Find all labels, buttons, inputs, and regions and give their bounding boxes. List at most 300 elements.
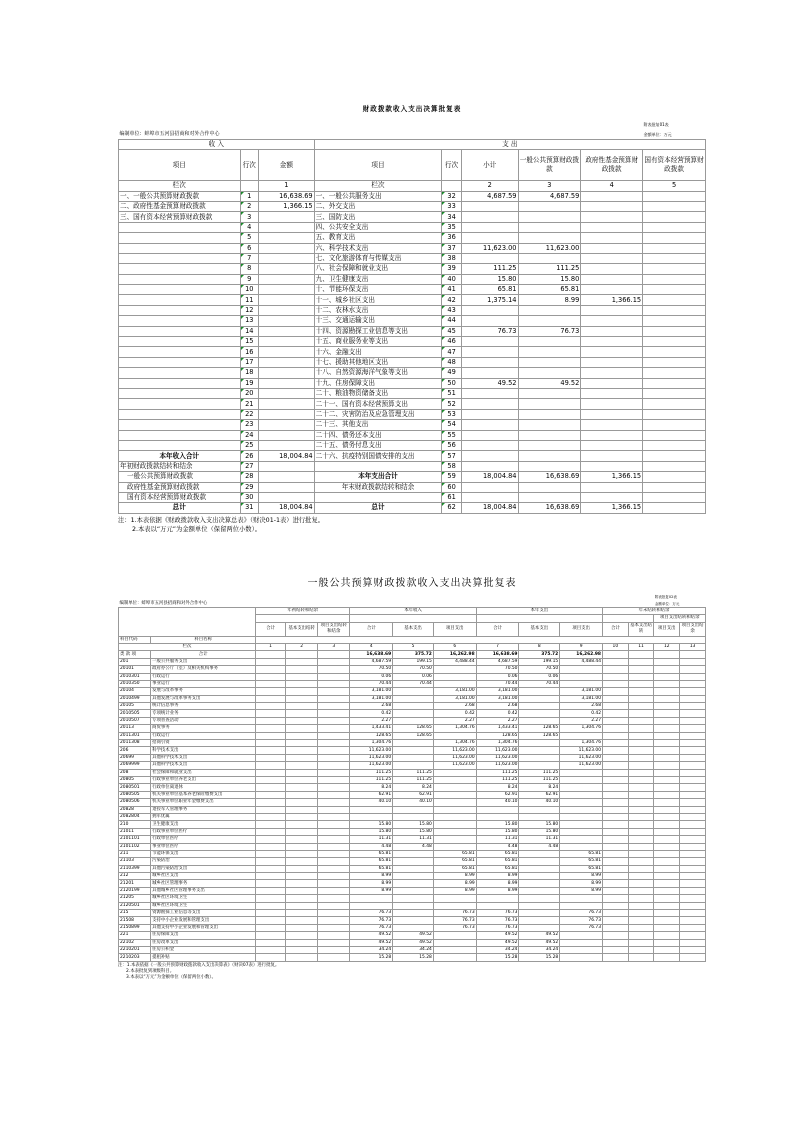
expense-capital: [643, 461, 706, 471]
t2-kx-label: 类 款 项: [119, 651, 151, 658]
expense-general: [518, 451, 581, 461]
income-cell: 70.44: [393, 680, 434, 687]
expense-cell: 40.10: [519, 799, 560, 806]
expense-cell: 11.31: [519, 836, 560, 843]
expense-row-no: 55: [442, 430, 462, 440]
expense-row-no: 45: [442, 326, 462, 336]
income-cell: [393, 887, 434, 894]
end-balance-cell: [603, 784, 629, 791]
expense-general: 65.81: [518, 285, 581, 295]
table1-row: [119, 368, 706, 378]
expense-item: 十六、金融支出: [314, 347, 442, 357]
expense-cell: [519, 754, 560, 761]
income-amount: [259, 326, 315, 336]
expense-row-no: 34: [442, 212, 462, 222]
expense-capital: [643, 243, 706, 253]
income-cell: [433, 946, 476, 953]
expense-general: [518, 357, 581, 367]
begin-balance-cell: [318, 821, 350, 828]
expense-row-no: 48: [442, 357, 462, 367]
expense-capital: [643, 482, 706, 492]
expense-row-no: 50: [442, 378, 462, 388]
expense-cell: 70.50: [519, 666, 560, 673]
begin-balance-cell: [318, 725, 350, 732]
expense-row-no: 37: [442, 243, 462, 253]
expense-cell: 11,623.00: [560, 762, 603, 769]
end-balance-cell: [628, 924, 654, 931]
begin-balance-cell: [256, 769, 286, 776]
expense-general: [518, 201, 581, 211]
begin-balance-cell: [256, 880, 286, 887]
begin-balance-cell: [256, 902, 286, 909]
end-balance-cell: [680, 703, 706, 710]
subject-name: 机关事业单位基本养老保险缴费支出: [151, 791, 256, 798]
h-proj-2: 项目支出: [560, 622, 603, 636]
expense-general: [518, 399, 581, 409]
expense-cell: 111.25: [476, 769, 519, 776]
expense-capital: [643, 388, 706, 398]
table1-row: [119, 461, 706, 471]
income-amount: [259, 274, 315, 284]
end-balance-cell: [680, 695, 706, 702]
end-balance-cell: [628, 658, 654, 665]
expense-capital: [643, 316, 706, 326]
col-row2: 行次: [442, 150, 462, 181]
h-proj-bal: 项目支出结转和结余: [318, 622, 350, 636]
subject-name: 城乡社区环境卫生: [151, 902, 256, 909]
end-balance-cell: [603, 873, 629, 880]
approval-table-2: [118, 574, 706, 980]
table1-row: [119, 503, 706, 513]
income-cell: [393, 695, 434, 702]
begin-balance-cell: [286, 703, 318, 710]
table1-form-no: 附表批复01表: [643, 122, 669, 128]
h-basic-1: 基本支出: [393, 622, 434, 636]
expense-subtotal: [461, 492, 518, 502]
end-balance-cell: [603, 895, 629, 902]
begin-balance-cell: [256, 673, 286, 680]
expense-cell: 76.73: [476, 910, 519, 917]
table1-row: [119, 420, 706, 430]
end-balance-cell: [680, 680, 706, 687]
income-cell: [433, 821, 476, 828]
income-cell: 8.24: [350, 784, 393, 791]
income-cell: 15.80: [393, 828, 434, 835]
table2-row: [119, 695, 706, 702]
begin-balance-cell: [256, 836, 286, 843]
income-item: 政府性基金预算财政拨款: [119, 482, 241, 492]
expense-capital: [643, 274, 706, 284]
expense-general: 11,623.00: [518, 243, 581, 253]
end-balance-cell: [680, 666, 706, 673]
income-row-no: 20: [240, 388, 259, 398]
expense-row-no: 58: [442, 461, 462, 471]
end-balance-cell: [680, 828, 706, 835]
income-item: [119, 264, 241, 274]
expense-fund: [581, 440, 643, 450]
expense-item: [314, 492, 442, 502]
income-row-no: 11: [240, 295, 259, 305]
expense-subtotal: [461, 222, 518, 232]
table2-row: [119, 880, 706, 887]
begin-balance-cell: [286, 673, 318, 680]
expense-row-no: 60: [442, 482, 462, 492]
begin-balance-cell: [286, 850, 318, 857]
begin-balance-cell: [286, 791, 318, 798]
expense-cell: 111.25: [519, 776, 560, 783]
expense-cell: 76.73: [476, 924, 519, 931]
end-balance-cell: [628, 858, 654, 865]
table2-row: [119, 717, 706, 724]
income-cell: 1,304.76: [350, 740, 393, 747]
expense-general: [518, 420, 581, 430]
begin-balance-cell: [256, 813, 286, 820]
end-balance-cell: [654, 865, 680, 872]
begin-balance-cell: [318, 695, 350, 702]
expense-item: 总计: [314, 503, 442, 513]
colno-e: 3: [518, 181, 581, 191]
income-cell: [393, 873, 434, 880]
table2-row: [119, 932, 706, 939]
table1-row: [119, 316, 706, 326]
expense-row-no: 46: [442, 337, 462, 347]
expense-item: 八、社会保障和就业支出: [314, 264, 442, 274]
income-amount: [259, 233, 315, 243]
expense-fund: [581, 337, 643, 347]
subject-code: 206: [119, 747, 151, 754]
end-balance-cell: [628, 762, 654, 769]
expense-item: 十三、交通运输支出: [314, 316, 442, 326]
begin-balance-cell: [318, 740, 350, 747]
income-cell: [433, 680, 476, 687]
income-row-no: 7: [240, 253, 259, 263]
expense-subtotal: [461, 357, 518, 367]
expense-item: 二十、粮油物资储备支出: [314, 388, 442, 398]
table2-note-3: 3.本表以“万元”为金额单位（保留两位小数）。: [126, 974, 216, 980]
expense-subtotal: [461, 212, 518, 222]
end-balance-cell: [654, 747, 680, 754]
expense-subtotal: [461, 253, 518, 263]
expense-item: 十二、农林水支出: [314, 305, 442, 315]
income-cell: [433, 843, 476, 850]
expense-general: [518, 347, 581, 357]
income-cell: 1,304.76: [433, 740, 476, 747]
end-balance-cell: [654, 910, 680, 917]
income-cell: [393, 710, 434, 717]
expense-general: [518, 388, 581, 398]
income-row-no: 28: [240, 472, 259, 482]
expense-cell: 34.24: [519, 946, 560, 953]
expense-cell: [560, 939, 603, 946]
end-balance-cell: [603, 858, 629, 865]
expense-row-no: 59: [442, 472, 462, 482]
income-row-no: 31: [240, 503, 259, 513]
expense-subtotal: 18,004.84: [461, 503, 518, 513]
expense-cell: 49.52: [519, 932, 560, 939]
expense-general: [518, 253, 581, 263]
expense-cell: [519, 895, 560, 902]
expense-cell: 8.24: [476, 784, 519, 791]
expense-cell: [560, 791, 603, 798]
income-header: 收 入: [119, 139, 315, 149]
end-balance-cell: [680, 910, 706, 917]
t2-colno: 7: [476, 643, 519, 650]
table1-note-1: 注：1.本表依据《财政拨款收入支出决算总表》（财决01-1表）进行批复。: [118, 516, 325, 524]
income-amount: [259, 305, 315, 315]
end-balance-cell: [680, 939, 706, 946]
begin-balance-cell: [256, 680, 286, 687]
income-cell: 111.25: [350, 769, 393, 776]
table1-row: [119, 253, 706, 263]
begin-balance-cell: [318, 917, 350, 924]
begin-balance-cell: [286, 895, 318, 902]
income-amount: [259, 399, 315, 409]
expense-cell: [519, 873, 560, 880]
expense-item: 十一、城乡社区支出: [314, 295, 442, 305]
end-balance-cell: [654, 954, 680, 961]
group-income: 本年收入: [350, 607, 476, 614]
expense-item: 本年支出合计: [314, 472, 442, 482]
income-row-no: 29: [240, 482, 259, 492]
end-balance-cell: [628, 732, 654, 739]
expense-cell: 11,623.00: [476, 762, 519, 769]
expense-cell: [560, 806, 603, 813]
table1-row: [119, 337, 706, 347]
expense-item: 二十三、其他支出: [314, 420, 442, 430]
begin-balance-cell: [318, 732, 350, 739]
expense-capital: [643, 233, 706, 243]
expense-cell: [560, 932, 603, 939]
begin-balance-cell: [318, 910, 350, 917]
income-cell: 70.50: [393, 666, 434, 673]
expense-item: 十、节能环保支出: [314, 285, 442, 295]
expense-subtotal: 76.73: [461, 326, 518, 336]
t2-total-cell: 16,638.69: [476, 651, 519, 658]
end-balance-cell: [680, 821, 706, 828]
end-balance-cell: [654, 932, 680, 939]
table2-row: [119, 673, 706, 680]
end-balance-cell: [603, 910, 629, 917]
end-balance-cell: [628, 865, 654, 872]
income-cell: [393, 754, 434, 761]
expense-fund: [581, 285, 643, 295]
table1-row: [119, 191, 706, 201]
income-cell: [393, 858, 434, 865]
end-balance-cell: [628, 806, 654, 813]
expense-cell: [476, 806, 519, 813]
table1-row: [119, 357, 706, 367]
income-cell: 0.06: [393, 673, 434, 680]
income-amount: [259, 316, 315, 326]
end-balance-cell: [603, 850, 629, 857]
expense-general: [518, 440, 581, 450]
end-balance-cell: [654, 873, 680, 880]
table2-unit: 编制单位：蚌埠市五河县招商和对外合作中心: [119, 600, 208, 606]
begin-balance-cell: [256, 710, 286, 717]
table2-title: 一般公共预算财政拨款收入支出决算批复表: [307, 578, 517, 589]
end-balance-cell: [654, 688, 680, 695]
income-item: [119, 222, 241, 232]
t2-colno: 12: [654, 643, 680, 650]
expense-capital: [643, 492, 706, 502]
end-balance-cell: [680, 932, 706, 939]
expense-item: 三、国防支出: [314, 212, 442, 222]
expense-general: 76.73: [518, 326, 581, 336]
end-balance-cell: [603, 688, 629, 695]
income-row-no: 9: [240, 274, 259, 284]
income-cell: [350, 806, 393, 813]
expense-subtotal: [461, 440, 518, 450]
h-proj-bal2: 项目支出结余: [681, 623, 704, 635]
table2-row: [119, 821, 706, 828]
begin-balance-cell: [318, 902, 350, 909]
expense-cell: [519, 740, 560, 747]
income-row-no: 3: [240, 212, 259, 222]
t2-colno: 6: [433, 643, 476, 650]
table2-row: [119, 754, 706, 761]
income-cell: 8.24: [393, 784, 434, 791]
t2-colno: 1: [256, 643, 286, 650]
expense-fund: [581, 243, 643, 253]
expense-item: [314, 461, 442, 471]
income-cell: 76.73: [433, 917, 476, 924]
income-amount: 16,638.69: [259, 191, 315, 201]
end-balance-cell: [603, 673, 629, 680]
subject-code: 212: [119, 873, 151, 880]
expense-cell: 76.73: [560, 917, 603, 924]
expense-row-no: 44: [442, 316, 462, 326]
t2-total-label: 合计: [151, 651, 256, 658]
income-cell: 111.25: [393, 776, 434, 783]
income-item: 本年收入合计: [119, 451, 241, 461]
end-balance-cell: [628, 776, 654, 783]
income-amount: 18,004.84: [259, 451, 315, 461]
end-balance-cell: [628, 710, 654, 717]
end-balance-cell: [680, 806, 706, 813]
begin-balance-cell: [286, 680, 318, 687]
begin-balance-cell: [286, 806, 318, 813]
begin-balance-cell: [318, 666, 350, 673]
income-cell: [350, 895, 393, 902]
income-cell: 3,181.00: [433, 695, 476, 702]
subject-name: 其他城乡社区管理事务支出: [151, 887, 256, 894]
end-balance-cell: [680, 658, 706, 665]
expense-cell: 76.73: [476, 917, 519, 924]
expense-fund: [581, 388, 643, 398]
expense-cell: 15.80: [519, 821, 560, 828]
expense-cell: 4.48: [476, 843, 519, 850]
income-row-no: 16: [240, 347, 259, 357]
expense-fund: [581, 482, 643, 492]
end-balance-cell: [603, 954, 629, 961]
income-cell: 8.99: [350, 887, 393, 894]
expense-fund: [581, 368, 643, 378]
end-balance-cell: [628, 666, 654, 673]
income-cell: 65.81: [433, 850, 476, 857]
begin-balance-cell: [286, 924, 318, 931]
expense-cell: 65.81: [560, 865, 603, 872]
income-cell: [350, 902, 393, 909]
colno-c: 栏次: [314, 181, 442, 191]
expense-cell: 8.99: [560, 873, 603, 880]
begin-balance-cell: [286, 732, 318, 739]
end-balance-cell: [654, 791, 680, 798]
expense-cell: 62.91: [476, 791, 519, 798]
expense-cell: [519, 910, 560, 917]
table2-row: [119, 784, 706, 791]
subject-code: 2101102: [119, 843, 151, 850]
begin-balance-cell: [286, 865, 318, 872]
income-cell: [433, 939, 476, 946]
end-balance-cell: [680, 688, 706, 695]
end-balance-cell: [628, 688, 654, 695]
end-balance-cell: [680, 673, 706, 680]
begin-balance-cell: [318, 710, 350, 717]
expense-capital: [643, 212, 706, 222]
end-balance-cell: [628, 703, 654, 710]
end-balance-cell: [628, 873, 654, 880]
begin-balance-cell: [318, 895, 350, 902]
income-cell: 62.91: [350, 791, 393, 798]
income-row-no: 13: [240, 316, 259, 326]
end-balance-cell: [680, 732, 706, 739]
table1-row: [119, 440, 706, 450]
income-cell: [393, 806, 434, 813]
begin-balance-cell: [286, 910, 318, 917]
end-balance-cell: [680, 799, 706, 806]
expense-cell: 3,181.00: [560, 695, 603, 702]
expense-row-no: 56: [442, 440, 462, 450]
income-row-no: 4: [240, 222, 259, 232]
end-balance-cell: [603, 776, 629, 783]
begin-balance-cell: [286, 799, 318, 806]
colno-d: 2: [461, 181, 518, 191]
income-item: [119, 274, 241, 284]
expense-fund: 1,366.15: [581, 295, 643, 305]
income-cell: 128.65: [393, 732, 434, 739]
begin-balance-cell: [286, 902, 318, 909]
h-basic-bal2: 基本支出结转: [630, 623, 653, 635]
end-balance-cell: [680, 887, 706, 894]
income-cell: [433, 732, 476, 739]
expense-item: 五、教育支出: [314, 233, 442, 243]
end-balance-cell: [628, 740, 654, 747]
subject-code: 21508: [119, 917, 151, 924]
income-cell: 70.50: [350, 666, 393, 673]
income-item: [119, 295, 241, 305]
table1-note-2: 2.本表以“万元”为金额单位（保留两位小数）。: [132, 525, 262, 533]
t2-colno: 8: [519, 643, 560, 650]
subject-code: 2010301: [119, 673, 151, 680]
subject-name: 其他发展与改革事务支出: [151, 695, 256, 702]
income-row-no: 27: [240, 461, 259, 471]
end-balance-cell: [628, 821, 654, 828]
begin-balance-cell: [318, 673, 350, 680]
expense-cell: [560, 836, 603, 843]
table1-row: [119, 472, 706, 482]
expense-item: 二十六、抗疫特别国债安排的支出: [314, 451, 442, 461]
col-general: 一般公共预算财政拨款: [518, 150, 581, 181]
subject-code: 2101101: [119, 836, 151, 843]
expense-cell: 0.42: [476, 710, 519, 717]
subject-code: 210: [119, 821, 151, 828]
end-balance-cell: [628, 917, 654, 924]
subject-name: 卫生健康支出: [151, 821, 256, 828]
end-balance-cell: [603, 754, 629, 761]
table2-note-1: 注：1.本表依据《一般公共预算财政拨款收入支出决算表》（财决07表）进行批复。: [118, 962, 280, 968]
end-balance-cell: [628, 673, 654, 680]
income-cell: 15.28: [350, 954, 393, 961]
